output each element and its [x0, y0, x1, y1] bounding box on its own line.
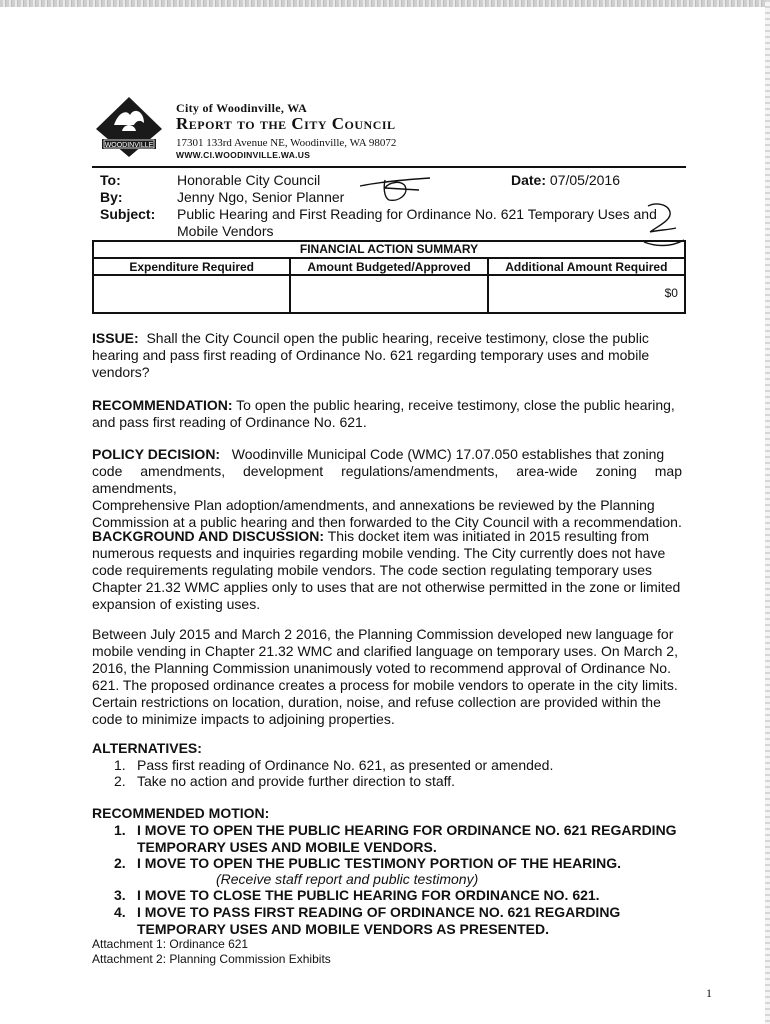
financial-summary-table: [92, 240, 686, 314]
cell-amount-budgeted: [289, 276, 486, 312]
city-logo: [94, 95, 164, 159]
col-expenditure-required: Expenditure Required: [94, 259, 289, 276]
report-title: Report to the City Council: [176, 114, 396, 133]
scan-edge-right: [765, 0, 770, 1024]
city-name: City of Woodinville, WA: [176, 101, 308, 115]
city-website: WWW.CI.WOODINVILLE.WA.US: [176, 150, 311, 160]
cell-expenditure-required: [94, 276, 289, 312]
alternative-item: 1. Pass first reading of Ordinance No. 621, as presented or amended.: [114, 757, 554, 773]
recommended-motion-label: RECOMMENDED MOTION:: [92, 805, 270, 821]
motion-note: (Receive staff report and public testimony): [216, 871, 479, 887]
policy-section: POLICY DECISION: Woodinville Municipal Code (WMC) 17.07.050 establishes that zoning code amendments, development regulations/amendments, area-wide zoning map amendments, Comprehensive Plan adoption/amendments, and annexations be reviewed by the Planning Commission at a public hearing and then forwarded to the City Council with a recommendation.: [92, 446, 682, 530]
page-number: 1: [706, 986, 712, 1000]
city-address: 17301 133rd Avenue NE, Woodinville, WA 98072: [176, 137, 397, 149]
motion-item: 4. I MOVE TO PASS FIRST READING OF ORDINANCE NO. 621 REGARDING TEMPORARY USES AND MOBILE VENDORS AS PRESENTED.: [114, 904, 621, 937]
to-label: To:: [100, 172, 121, 188]
col-amount-budgeted: Amount Budgeted/Approved: [289, 259, 486, 276]
financial-summary-title: FINANCIAL ACTION SUMMARY: [94, 242, 684, 259]
subject-line-1: Public Hearing and First Reading for Ordinance No. 621 Temporary Uses and: [177, 206, 657, 222]
by-label: By:: [100, 189, 123, 205]
motion-item: 2. I MOVE TO OPEN THE PUBLIC TESTIMONY PORTION OF THE HEARING.: [114, 855, 622, 871]
logo-wordmark: WOODINVILLE: [104, 142, 154, 149]
attachment-1: Attachment 1: Ordinance 621: [92, 937, 249, 951]
date-value: 07/05/2016: [549, 172, 620, 188]
subject-label: Subject:: [100, 206, 156, 222]
motion-item: 3. I MOVE TO CLOSE THE PUBLIC HEARING FOR ORDINANCE NO. 621.: [114, 887, 600, 903]
col-additional-amount: Additional Amount Required: [487, 259, 684, 276]
additional-amount-value: $0: [664, 286, 678, 300]
date-label: Date:: [511, 172, 547, 188]
header-rule: [92, 166, 686, 168]
background-label: BACKGROUND AND DISCUSSION:: [92, 528, 325, 544]
background-paragraph-2: Between July 2015 and March 2 2016, the Planning Commission developed new language for mobile vending in Chapter 21.32 WMC and clarified language on temporary uses. On March 2, 2016, the Planning Commission unanimously voted to recommend approval of Ordinance No. 621. The proposed ordinance creates a process for mobile vendors to operate in the city limits. Certain restrictions on location, duration, noise, and refuse collection are provided within the code to minimize impacts to adjoining properties.: [92, 626, 678, 727]
recommendation-label: RECOMMENDATION:: [92, 397, 233, 413]
attachment-2: Attachment 2: Planning Commission Exhibits: [92, 952, 331, 966]
issue-label: ISSUE:: [92, 330, 139, 346]
issue-section: ISSUE: Shall the City Council open the public hearing, receive testimony, close the public hearing and pass first reading of Ordinance No. 621 regarding temporary uses and mobile vendors?: [92, 330, 650, 380]
by-value: Jenny Ngo, Senior Planner: [177, 189, 345, 205]
subject-line-2: Mobile Vendors: [177, 223, 274, 239]
policy-label: POLICY DECISION:: [92, 446, 221, 462]
alternative-item: 2. Take no action and provide further direction to staff.: [114, 773, 456, 789]
to-value: Honorable City Council: [177, 172, 321, 188]
initials-signature: [355, 176, 435, 204]
scan-edge-top: [0, 0, 770, 7]
date-field: [511, 172, 620, 188]
recommendation-section: RECOMMENDATION: To open the public hearing, receive testimony, close the public hearing, and pass first reading of Ordinance No. 621.: [92, 397, 675, 430]
motion-item: 1. I MOVE TO OPEN THE PUBLIC HEARING FOR ORDINANCE NO. 621 REGARDING TEMPORARY USES AND MOBILE VENDORS.: [114, 822, 677, 855]
background-section: BACKGROUND AND DISCUSSION: This docket item was initiated in 2015 resulting from numerous requests and inquiries regarding mobile vending. The City currently does not have code requirements regulating mobile vendors. The code section regulating temporary uses Chapter 21.32 WMC applies only to uses that are not otherwise permitted in the zone or limited expansion of existing uses.: [92, 528, 681, 612]
cell-additional-amount: [487, 276, 684, 312]
alternatives-label: ALTERNATIVES:: [92, 740, 202, 756]
